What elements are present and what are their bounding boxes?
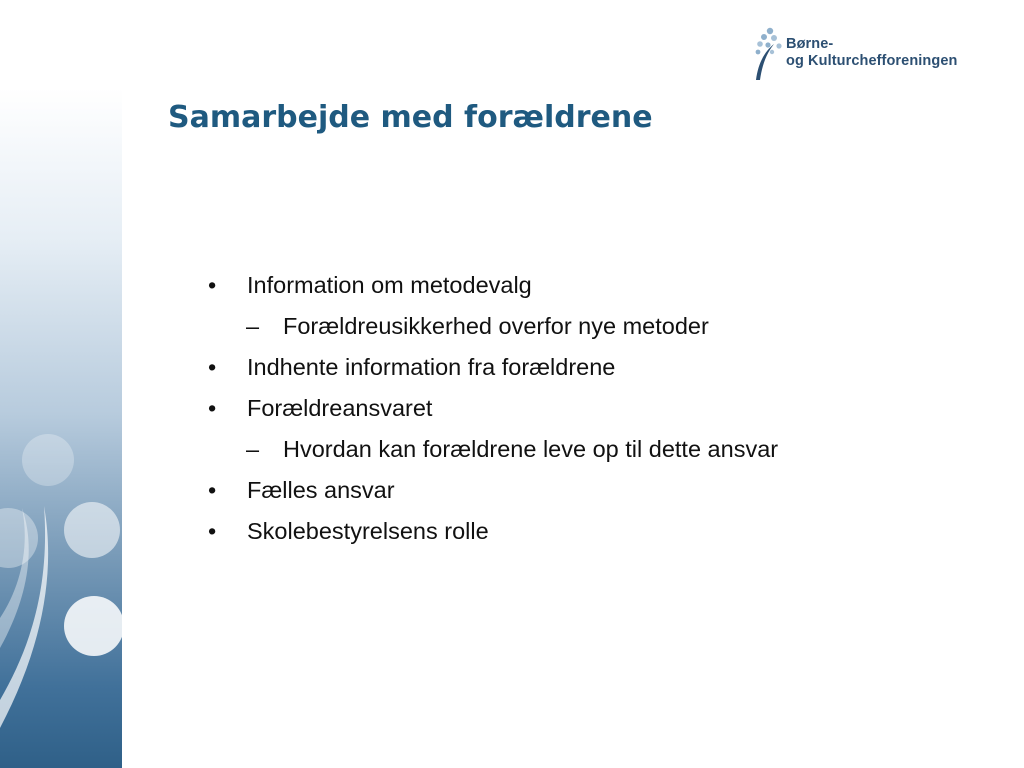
- bullet-marker: •: [208, 354, 217, 380]
- bullet-text: Indhente information fra forældrene: [247, 354, 616, 380]
- bullet-marker: •: [208, 477, 217, 503]
- logo-line-2: og Kulturchefforeningen: [786, 53, 958, 69]
- slide-title: Samarbejde med forældrene: [168, 100, 653, 135]
- logo: [752, 26, 962, 82]
- sub-bullet-marker: –: [246, 313, 260, 339]
- logo-line-1: Børne-: [786, 36, 834, 52]
- bullet-text: Skolebestyrelsens rolle: [247, 518, 489, 544]
- bullet-marker: •: [208, 272, 217, 298]
- side-band-decoration: [0, 88, 122, 768]
- logo-wordmark: [786, 36, 957, 70]
- bullet-text: Fælles ansvar: [247, 477, 395, 503]
- sub-bullet-marker: –: [246, 436, 260, 462]
- sub-bullet-text: Hvordan kan forældrene leve op til dette ansvar: [283, 436, 779, 462]
- sub-bullet-text: Forældreusikkerhed overfor nye metoder: [283, 313, 709, 339]
- bullet-text: Information om metodevalg: [247, 272, 532, 298]
- logo-mark-icon: [752, 26, 786, 82]
- decorative-side-band: [0, 88, 122, 768]
- bullet-marker: •: [208, 395, 217, 421]
- bullet-text: Forældreansvaret: [247, 395, 433, 421]
- bullet-marker: •: [208, 518, 217, 544]
